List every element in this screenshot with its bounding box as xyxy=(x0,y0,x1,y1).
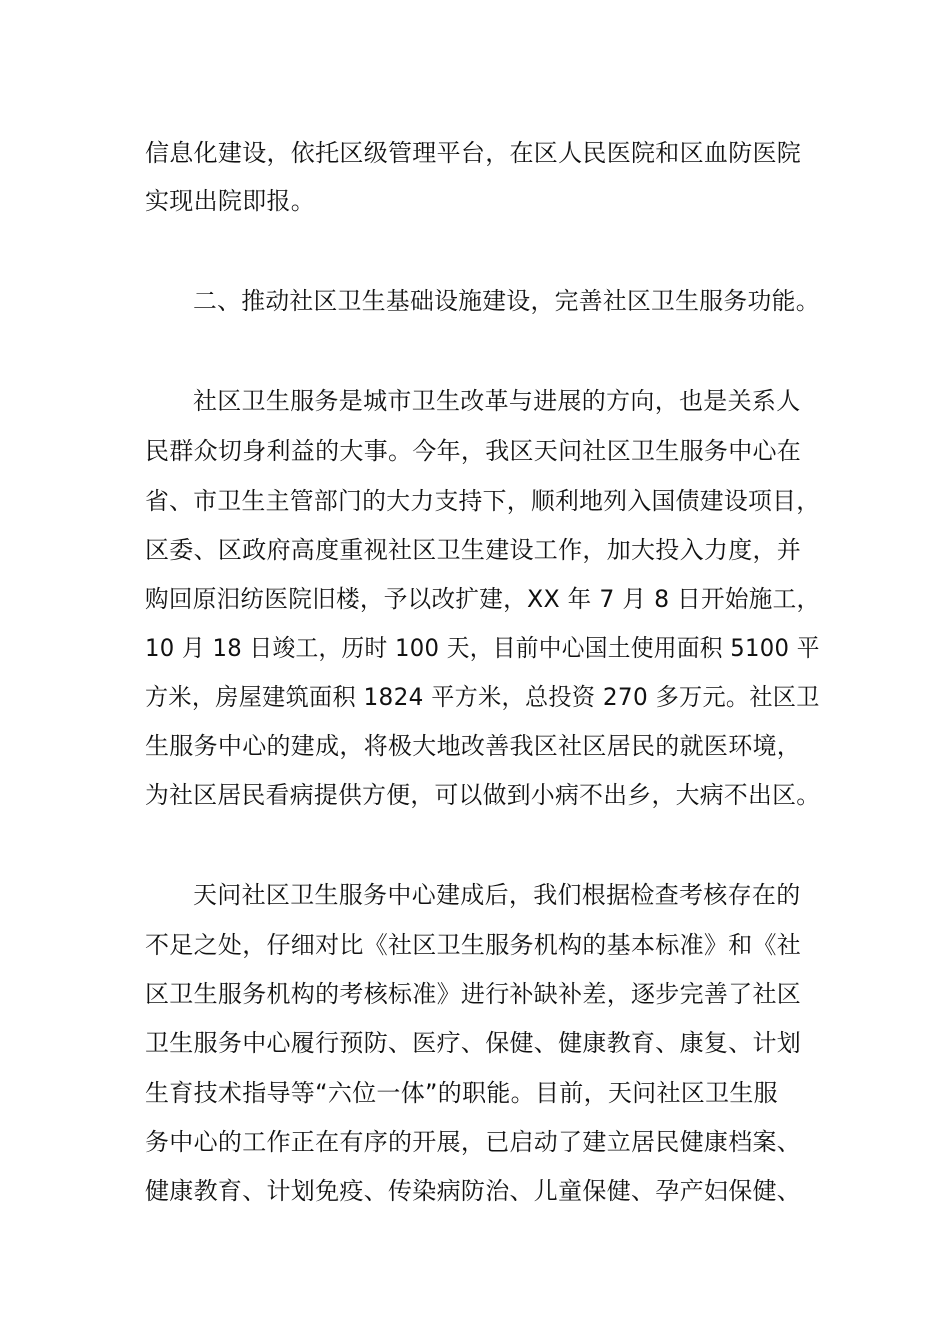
paragraph-line: 区委、区政府高度重视社区卫生建设工作，加大投入力度，并 xyxy=(145,536,802,564)
paragraph-line: 健康教育、计划免疫、传染病防治、儿童保健、孕产妇保健、 xyxy=(145,1177,802,1205)
paragraph-line: 实现出院即报。 xyxy=(145,187,316,215)
paragraph-line: 社区卫生服务是城市卫生改革与进展的方向，也是关系人 xyxy=(193,387,801,415)
paragraph-line: 天问社区卫生服务中心建成后，我们根据检查考核存在的 xyxy=(193,881,801,909)
paragraph-line: 购回原汨纺医院旧楼，予以改扩建，XX 年 7 月 8 日开始施工， xyxy=(145,585,821,613)
paragraph-line: 省、市卫生主管部门的大力支持下，顺利地列入国债建设项目， xyxy=(145,487,821,515)
paragraph-line: 10 月 18 日竣工，历时 100 天，目前中心国土使用面积 5100 平 xyxy=(145,634,820,662)
section-heading: 二、推动社区卫生基础设施建设，完善社区卫生服务功能。 xyxy=(193,287,820,315)
paragraph-line: 方米，房屋建筑面积 1824 平方米，总投资 270 多万元。社区卫 xyxy=(145,683,820,711)
paragraph-line: 务中心的工作正在有序的开展，已启动了建立居民健康档案、 xyxy=(145,1128,802,1156)
paragraph-line: 生育技术指导等“六位一体”的职能。目前，天问社区卫生服 xyxy=(145,1079,778,1107)
paragraph-line: 为社区居民看病提供方便，可以做到小病不出乡，大病不出区。 xyxy=(145,781,821,809)
paragraph-line: 区卫生服务机构的考核标准》进行补缺补差，逐步完善了社区 xyxy=(145,980,802,1008)
paragraph-line: 卫生服务中心履行预防、医疗、保健、健康教育、康复、计划 xyxy=(145,1029,802,1057)
paragraph-line: 民群众切身利益的大事。今年，我区天问社区卫生服务中心在 xyxy=(145,437,802,465)
paragraph-line: 信息化建设，依托区级管理平台，在区人民医院和区血防医院 xyxy=(145,139,802,167)
paragraph-line: 生服务中心的建成，将极大地改善我区社区居民的就医环境， xyxy=(145,732,802,760)
paragraph-line: 不足之处，仔细对比《社区卫生服务机构的基本标准》和《社 xyxy=(145,931,802,959)
